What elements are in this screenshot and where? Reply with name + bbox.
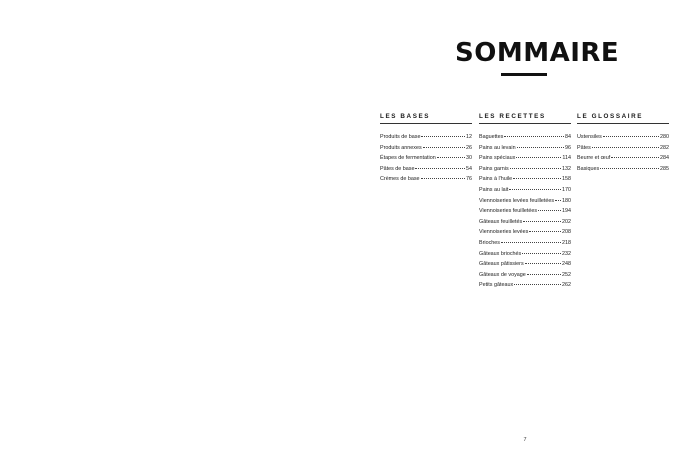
toc-entry	[479, 196, 571, 207]
dot-leader	[523, 221, 561, 222]
toc-column-glossaire	[577, 113, 669, 174]
toc-entry	[479, 132, 571, 143]
toc-entry-page: 248	[562, 261, 571, 268]
toc-entry-page: 26	[466, 144, 472, 151]
toc-entry	[380, 164, 472, 175]
dot-leader	[611, 157, 659, 158]
dot-leader	[603, 136, 659, 137]
toc-entry	[479, 227, 571, 238]
dot-leader	[510, 168, 561, 169]
title-underline	[501, 73, 547, 76]
column-heading-glossaire: LE GLOSSAIRE	[577, 113, 669, 124]
page-title: SOMMAIRE	[455, 38, 620, 68]
toc-entry	[380, 174, 472, 185]
toc-entry	[479, 259, 571, 270]
toc-entry-page: 12	[466, 134, 472, 140]
toc-entry	[479, 185, 571, 196]
toc-entry-label: Petits gâteaux	[479, 282, 514, 289]
toc-entry-page: 76	[466, 176, 472, 183]
toc-entry-label: Pâtes de base	[380, 165, 415, 172]
toc-entry	[479, 174, 571, 185]
toc-entry-page: 282	[660, 144, 669, 151]
toc-entry-label: Viennoiseries feuilletées	[479, 208, 538, 215]
toc-entry-page: 54	[466, 165, 472, 172]
toc-entry	[380, 132, 472, 143]
toc-entry-label: Pains au lait	[479, 186, 509, 193]
toc-entry	[577, 164, 669, 175]
toc-entry-page: 208	[562, 229, 571, 236]
dot-leader	[517, 147, 564, 148]
toc-entry-label: Baguettes	[479, 134, 504, 140]
toc-entry-label: Produits de base	[380, 134, 421, 140]
dot-leader	[437, 157, 465, 158]
toc-entry	[479, 249, 571, 260]
dot-leader	[516, 157, 561, 158]
toc-entry	[479, 238, 571, 249]
toc-entry	[380, 153, 472, 164]
toc-entry-label: Produits annexes	[380, 144, 422, 151]
toc-entry-label: Pains garnis	[479, 165, 509, 172]
toc-entry-page: 285	[660, 165, 669, 172]
toc-entry	[479, 143, 571, 154]
dot-leader	[600, 168, 659, 169]
dot-leader	[421, 136, 465, 137]
toc-entry-page: 218	[562, 239, 571, 246]
dot-leader	[555, 200, 561, 201]
toc-entry-page: 202	[562, 218, 571, 225]
toc-entry	[577, 143, 669, 154]
toc-entry-page: 280	[660, 134, 669, 140]
toc-entry	[479, 217, 571, 228]
toc-entry-page: 232	[562, 250, 571, 257]
toc-entry-label: Gâteaux feuilletés	[479, 218, 523, 225]
toc-entry-page: 284	[660, 155, 669, 162]
toc-entry-page: 84	[565, 134, 571, 140]
toc-entry-label: Basiques	[577, 165, 600, 172]
toc-entry-label: Ustensiles	[577, 134, 602, 140]
dot-leader	[538, 210, 561, 211]
dot-leader	[501, 242, 561, 243]
toc-entry-label: Pâtes	[577, 144, 591, 151]
toc-entry-label: Étapes de fermentation	[380, 155, 436, 162]
toc-entry-page: 194	[562, 208, 571, 215]
dot-leader	[509, 189, 561, 190]
toc-column-recettes	[479, 113, 571, 291]
toc-entry-page: 132	[562, 165, 571, 172]
dot-leader	[592, 147, 659, 148]
toc-entry-page: 96	[565, 144, 571, 151]
toc-entry-label: Viennoiseries levées feuilletées	[479, 197, 555, 204]
dot-leader	[513, 178, 561, 179]
toc-entry-label: Brioches	[479, 239, 500, 246]
toc-entry-label: Crèmes de base	[380, 176, 420, 183]
toc-entry-page: 114	[562, 155, 571, 162]
dot-leader	[514, 284, 561, 285]
toc-entry-page: 262	[562, 282, 571, 289]
dot-leader	[415, 168, 465, 169]
dot-leader	[423, 147, 465, 148]
dot-leader	[421, 178, 465, 179]
toc-entry	[479, 164, 571, 175]
page-number: 7	[523, 437, 527, 443]
toc-entry-label: Gâteaux de voyage	[479, 271, 526, 278]
dot-leader	[525, 263, 561, 264]
toc-entry	[479, 280, 571, 291]
toc-entry-label: Pains à l'huile	[479, 176, 513, 183]
toc-entry-label: Viennoiseries levées	[479, 229, 529, 236]
column-heading-bases: LES BASES	[380, 113, 472, 124]
toc-entry	[479, 153, 571, 164]
toc-entry-page: 30	[466, 155, 472, 162]
toc-column-bases	[380, 113, 472, 185]
toc-entry	[479, 206, 571, 217]
column-heading-recettes: LES RECETTES	[479, 113, 571, 124]
dot-leader	[522, 253, 561, 254]
dot-leader	[504, 136, 564, 137]
toc-entry	[380, 143, 472, 154]
dot-leader	[529, 231, 561, 232]
toc-entry-page: 158	[562, 176, 571, 183]
toc-entry	[577, 153, 669, 164]
toc-entry	[479, 270, 571, 281]
toc-entry	[577, 132, 669, 143]
toc-entry-page: 180	[562, 197, 571, 204]
toc-entry-label: Gâteaux briochés	[479, 250, 522, 257]
toc-entry-page: 252	[562, 271, 571, 278]
toc-entry-label: Gâteaux pâtissiers	[479, 261, 524, 268]
toc-entry-page: 170	[562, 186, 571, 193]
dot-leader	[527, 274, 561, 275]
toc-entry-label: Pains spéciaux	[479, 155, 516, 162]
toc-entry-label: Pains au levain	[479, 144, 516, 151]
toc-entry-label: Beurre et œuf	[577, 155, 611, 162]
